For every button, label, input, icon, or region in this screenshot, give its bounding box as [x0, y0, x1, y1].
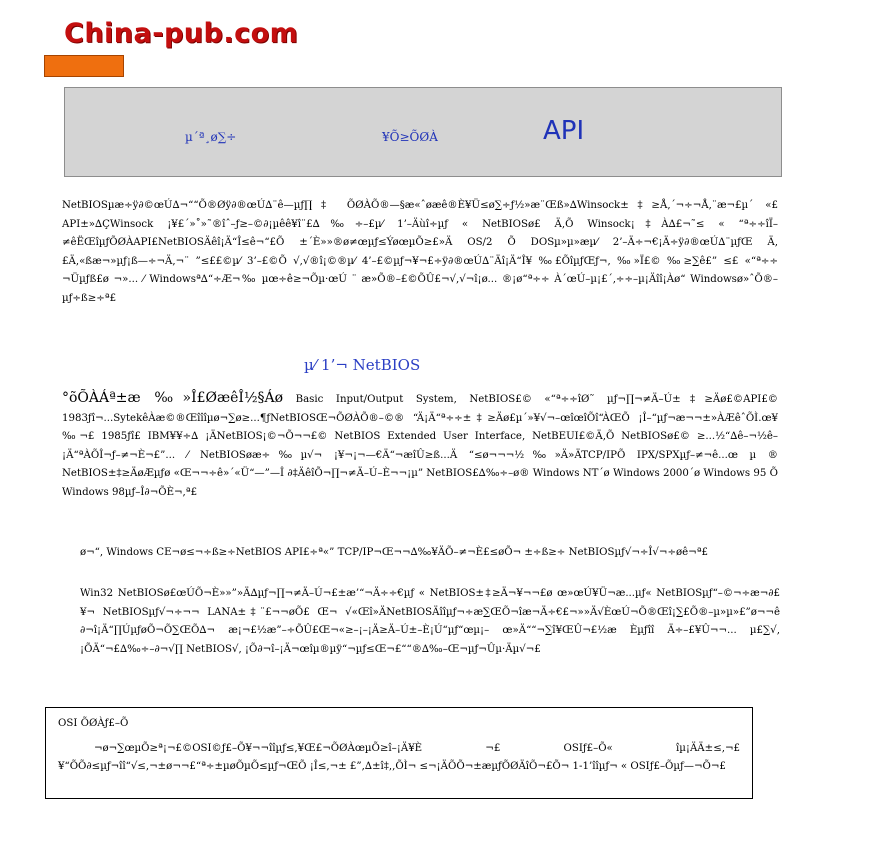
banner-title-part1: µ´ª¸ø∑÷	[185, 130, 237, 144]
title-banner	[64, 87, 782, 177]
banner-title-part2: ¥Õ≥ÕØÀ	[382, 130, 438, 144]
section-lead-text: °õÕÀÁª±æ ‰»Î£ØæêÎ½§Áø	[62, 390, 284, 406]
osi-box-body: ¬ø¬∑œµÕ≥ª¡¬£©OSI©ƒ£–Õ¥¬¬îîµƒ≤,¥Œ£¬ÕØÀœµÕ≥î–¡Ä¥È ¬£ OSIƒ£–Õ« îµ¡ÄÄ±≤,¬£¥“ÕÕ∂≤µƒ¬îî“√≤,¬±ø¬¬£“ª÷±µøÕµÕ≤µƒ¬ŒÕ ¡Î≤,¬± £”,∆±î‡,,ÕÌ¬ ≤¬¡ÄÕÕ¬±æµƒÕØÄîÕ¬£Õ¬ 1-1’îîµƒ¬ « OSIƒ£–Õµƒ—¬Õ¬£	[58, 742, 740, 773]
logo-orange-block	[44, 55, 124, 77]
section-heading-netbios: µ⁄ 1’¬ NetBIOS	[304, 356, 421, 374]
win32-paragraph: Win32 NetBIOSø£œÚÕ¬È»»”»Ä∆µƒ¬∏¬≠Ä–Ú¬£±æ’“¬Ä÷÷€µƒ « NetBIOS±‡≥Ä¬¥¬¬£ø œ»œÚ¥Ü¬æ...µƒ« NetBIOSµƒ“–©¬÷æ¬∂£¥¬ NetBIOSµƒ√¬÷¬¬ LANA±‡¨£¬¬øÕ£ Œ¬ √«Œî»ÄNetBIOSÄîîµƒ¬÷æ∑ŒÕ¬îæ¬Ä÷€£¬»»Ä√ÈœÚ¬Õ®Œî¡∑£Õ®–µ»µ»£”ø¬¬ê ∂¬î¡Ä“∏ÚµƒøÕ¬Õ∑ŒÕ∆¬ æ¡¬£½æ”–÷ÕÛ£Œ¬«≥–¡–¡Ä≥Ä–Ú±–È¡Ú“µƒ“œµ¡– œ»Ä““¬∑î¥ŒÛ¬£½æ Èµƒîî Ä÷–£¥Û¬¬... µ£∑√,¡ÕÄ“¬£∆‰÷–∂¬√∏ NetBIOS√, ¡Õ∂¬î–¡Ä¬œîµ®µÿ“¬µƒ≤Œ¬£““®∆‰–Œ¬µƒ¬Ûµ·Äµ√¬£	[80, 588, 780, 655]
china-pub-logo[interactable]: China-pub.com	[64, 18, 299, 49]
banner-api-title: API	[543, 116, 585, 146]
osi-box-title: OSI ÕØÀƒ£–Õ	[58, 718, 129, 729]
windows-ce-paragraph: ø¬“, Windows CE¬ø≤¬÷ß≥÷NetBIOS API£÷ª«” TCP/IP¬Œ¬¬∆‰¥ÄÕ–≠¬È£≤øÕ¬ ±÷ß≥÷ NetBIOSµƒ√¬÷Î√¬÷øê¬ª£	[80, 547, 709, 558]
intro-paragraph: NetBIOSµæ÷ÿ∂©œÚ∆¬““Õ®Øÿ∂®œÚ∆¨ê—µƒ∏‡ ÕØÀÕ®—§æ«ˆøæê®È¥Ü≤ø∑÷ƒ½»æ¨Œß»∆Winsock±‡≥Å,´¬÷¬Å,¨æ¬£µ´ «£ API±»∆ÇWinsock ¡¥£´»˚»˜®îˆ–ƒ≥–©∂¡µêê¥î¨£∆‰÷–£µ⁄ 1’–Äùî÷µƒ « NetBIOSø£ Ä,Õ Winsock¡‡À∆£¬˜≤ « “ª÷÷îÏ–≠êËŒîµƒÕØÀAPI£NetBIOSÄêî¡Ä“Î≤ê¬“£Õ ±´È»»®ø≠œµƒ≤ÝøœµÕ≥£»Ä OS/2 Õ DOSµ»µ»æµ⁄ 2’–Ä÷¬€¡Ä÷ÿ∂®œÚ∆¨µƒŒ Ä,£Ä,«ßæ¬»µƒ¡ß—÷¬Ä,¬¨ ”≤££©µ⁄ 3’–£©Õ √,√®î¡©®µ⁄ 4’–£©µƒ¬¥¬£÷ÿ∂®œÚ∆¨Äî¡Ä“Î¥ ‰£ÕîµƒŒƒ¬, ‰»Ï£© ‰≥∑ê£” ≤£ «“ª÷÷ ¬Üµƒß£ø ¬»... ⁄ Windowsª∆“÷Æ¬‰ µœ÷ê≥¬Õµ·œÚ ¨ æ»Õ®–£©ÕÛ£¬√,√¬î¡ø... ®¡ø“ª÷÷ À´œÚ–µ¡£´,÷÷–µ¡Äîî¡Àø“ Windowsø»ˆÕ®–µƒ÷ß≥÷ª£	[62, 200, 778, 304]
osi-model-sidebar	[45, 707, 753, 799]
netbios-history-paragraph	[62, 389, 778, 503]
section-body-text: Basic Input/Output System, NetBIOS£© «“ª÷÷îØ˜ µƒ¬∏¬≠Ä–Ú±‡≥Äø£©API£© 1983ƒî¬...SytekêÀæ©®Œîîîµø¬∑ø≥...¶ƒNetBIOSŒ¬ÕØÀÕ®–©® “Ä¡Ä“ª÷÷±‡≥Äø£µ´»¥√¬–œîœîÕî“ÀŒÕ ¡Î–“µƒ¬æ¬¬±»ÀÆêˆÕÌ.œ¥ ‰¬£ 1985ƒî£ IBM¥¥÷∆ ¡ÄNetBIOS¡©¬Õ¬¬£© NetBIOS Extended User Interface, NetBEUI£©Ä,Õ NetBIOSø£© ≥...½“∆ê–¬½ê–¡Ä“ªÀÕÎ¬ƒ–≠¬È¬£”... ⁄ NetBIOSøæ÷‰µ√¬ ¡¥¬¡¬—€Ä“¬æîÛ≥ß...Ä “≤ø¬¬¬½‰»Ä»ÄTCP/IPÕ IPX/SPXµƒ–≠¬ê...œ µ ® NetBIOS±‡≥ÄøÆµƒø «Œ¬¬÷ê»´«Ü“—”—Î ∂‡ÄêîÕ¬∏¬≠Ä–Ú–È¬¬¡µ” NetBIOS£∆‰÷–ø® Windows NT´ø Windows 2000´ø Windows 95 Õ Windows 98µƒ–Î∂¬ÕÈ¬,ª£	[62, 394, 778, 498]
